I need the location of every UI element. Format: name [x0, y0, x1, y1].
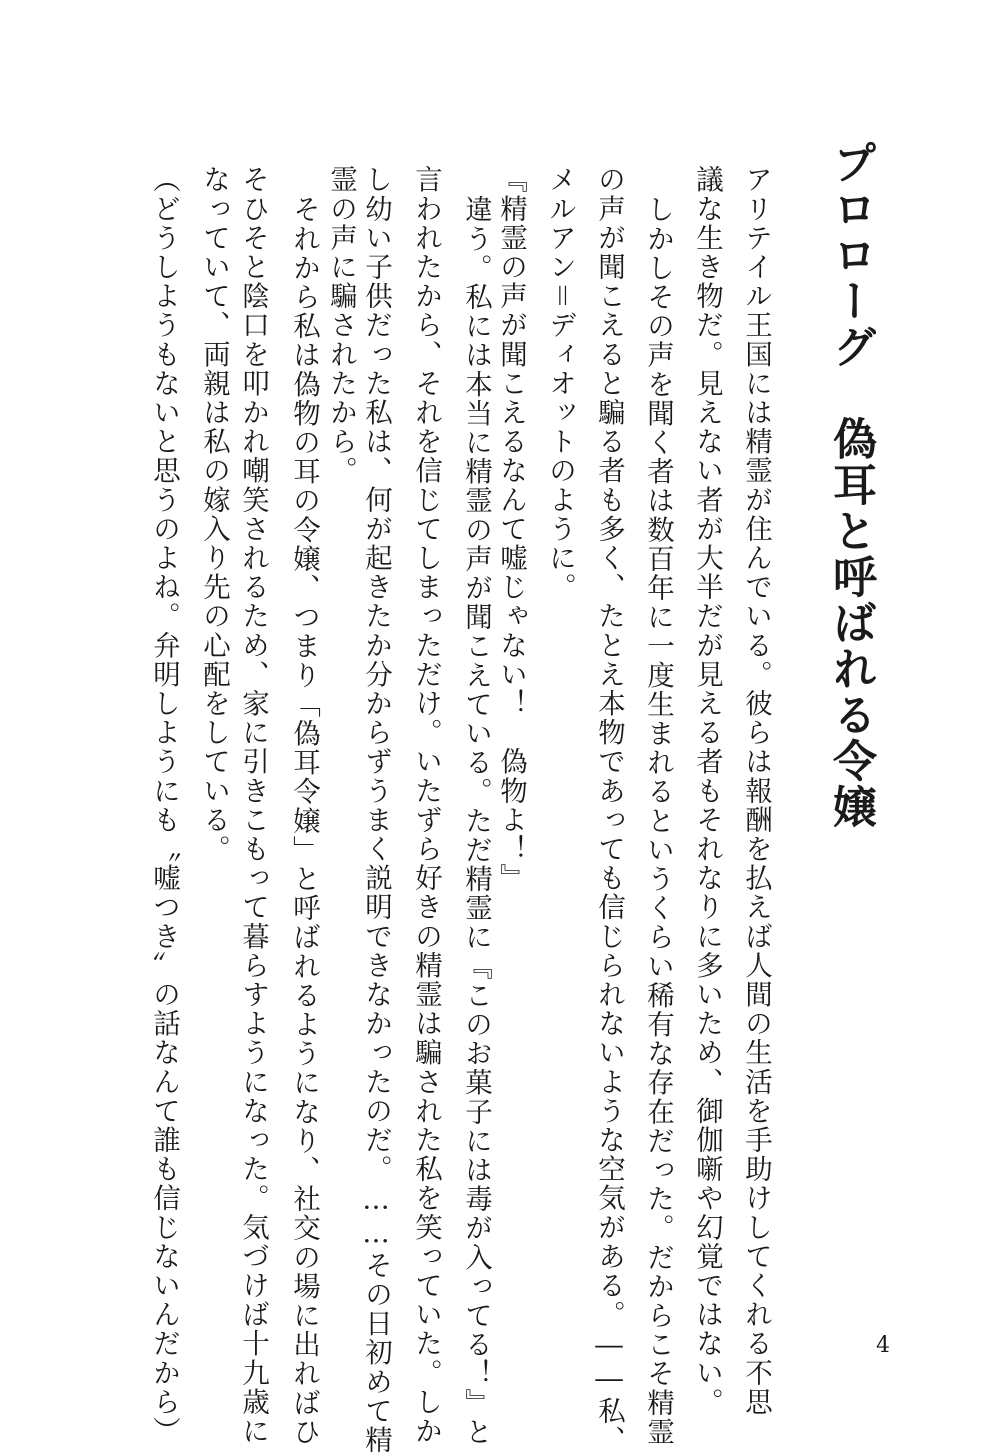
text-column: アリテイル王国には精霊が住んでいる。彼らは報酬を払えば人間の生活を手助けしてくれる不思	[740, 165, 772, 1417]
page-number: 4	[876, 1333, 890, 1358]
text-column: それから私は偽物の耳の令嬢、つまり「偽耳令嬢」と呼ばれるようになり、社交の場に出ればひ	[288, 195, 320, 1447]
text-column: 『精霊の声が聞こえるなんて嘘じゃない！ 偽物よ！』	[495, 165, 527, 893]
text-column: 議な生き物だ。見えない者が大半だが見える者もそれなりに多いため、御伽噺や幻覚ではない。	[691, 165, 723, 1417]
text-column: しかしその声を聞く者は数百年に一度生まれるというくらい稀有な存在だった。だからこそ精霊	[642, 195, 674, 1447]
text-column: そひそと陰口を叩かれ嘲笑されるため、家に引きこもって暮らすようになった。気づけば十九歳に	[237, 165, 269, 1446]
text-column: し幼い子供だった私は、何が起きたか分からずうまく説明できなかったのだ。……その日初めて精	[360, 165, 392, 1454]
text-column: （どうしようもないと思うのよね。弁明しようにも〝嘘つき〟の話なんて誰も信じないんだから）	[148, 165, 180, 1446]
text-column: の声が聞こえると騙る者も多く、たとえ本物であっても信じられないような空気がある。――私、	[593, 165, 625, 1454]
text-column: 違う。私には本当に精霊の声が聞こえている。ただ精霊に『このお菓子には毒が入ってる！』と	[460, 195, 492, 1447]
text-column: 言われたから、それを信じてしまっただけ。いたずら好きの精霊は騙された私を笑っていた。しか	[410, 165, 442, 1446]
text-column: メルアン＝ディオットのように。	[544, 165, 576, 602]
chapter-title: プロローグ 偽耳と呼ばれる令嬢	[825, 140, 876, 830]
text-column: なっていて、両親は私の嫁入り先の心配をしている。	[198, 165, 230, 864]
text-column: 霊の声に騙されたから。	[325, 165, 357, 486]
